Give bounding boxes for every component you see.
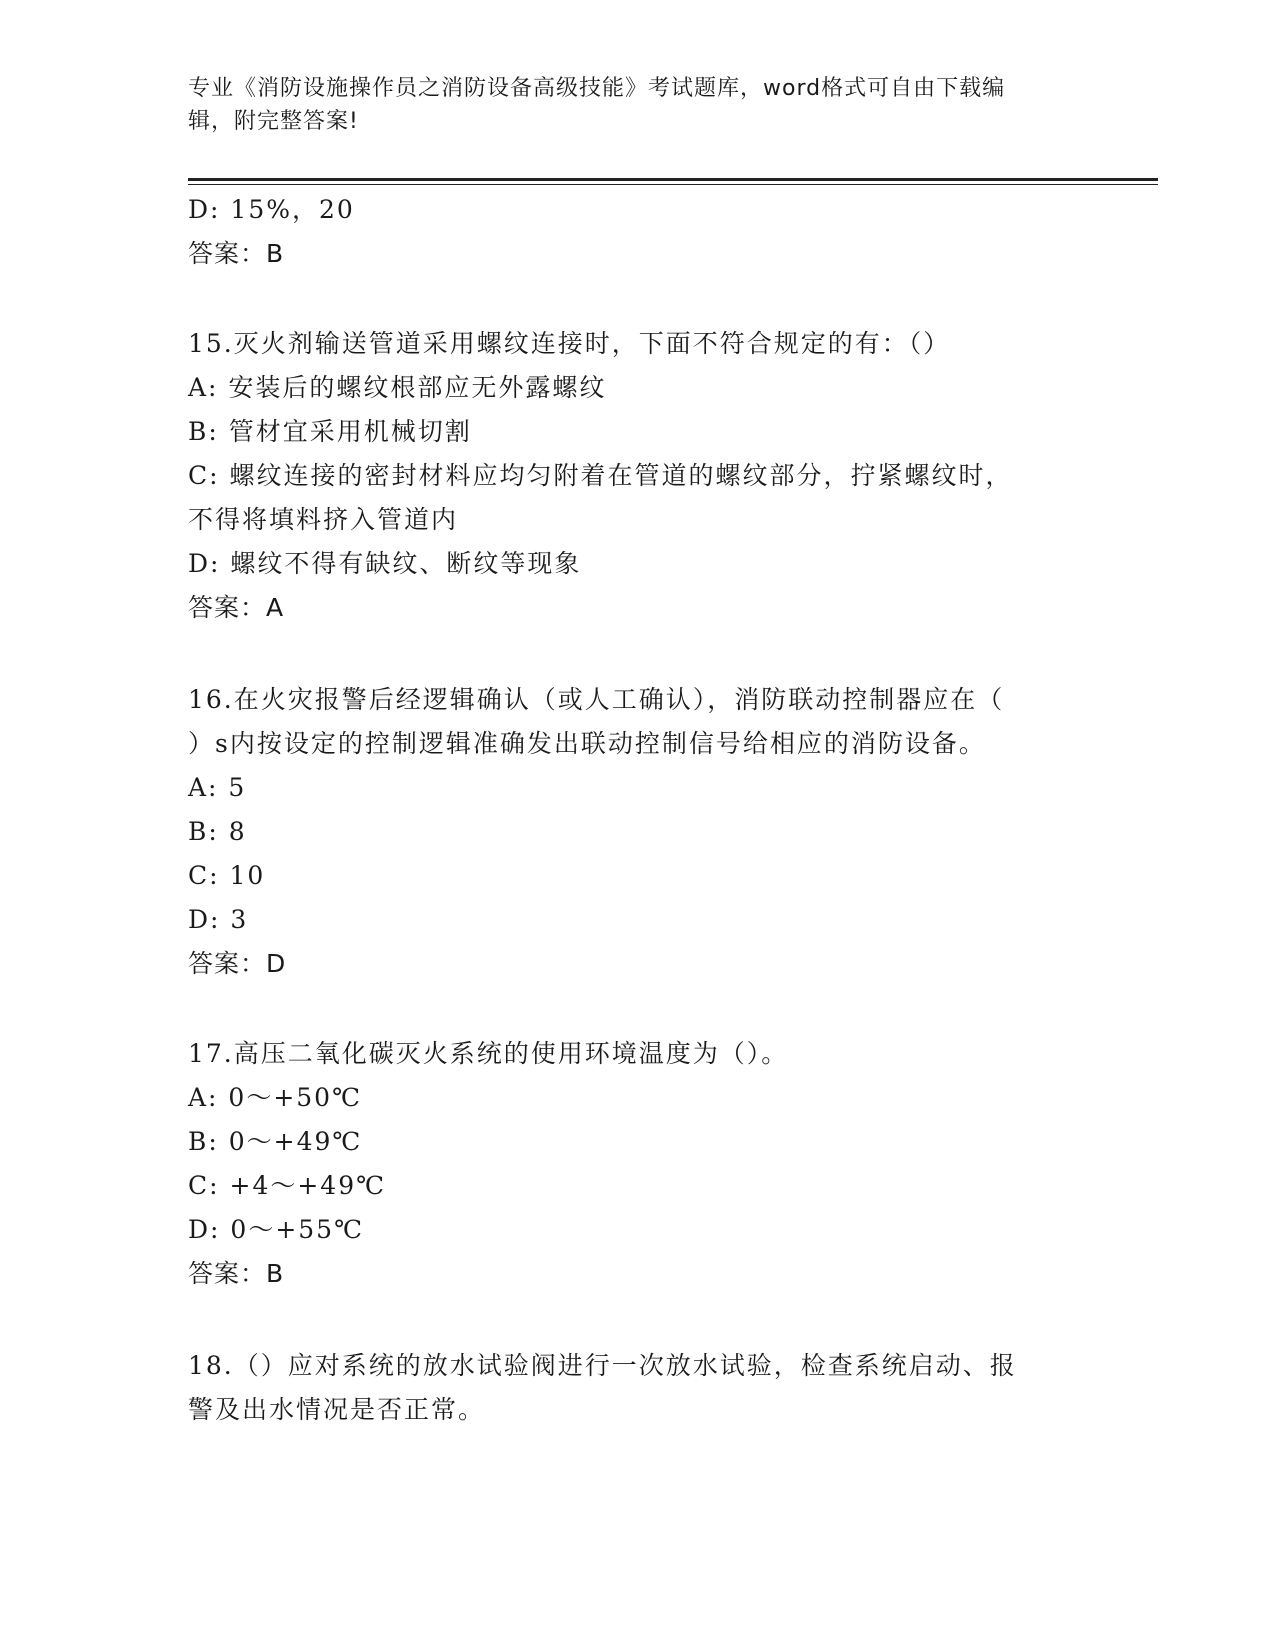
q15-option-c: C: 螺纹连接的密封材料应均匀附着在管道的螺纹部分，拧紧螺纹时， [188,461,1013,490]
q15-option-b: B: 管材宜采用机械切割 [188,417,472,446]
header-divider-thin [188,184,1158,185]
header-line-2: 辑，附完整答案! [188,109,359,134]
question-15: 15.灭火剂输送管道采用螺纹连接时，下面不符合规定的有：（） [188,329,951,358]
option-d: D: 15%，20 [188,195,355,224]
q15-option-a: A: 安装后的螺纹根部应无外露螺纹 [188,373,607,402]
q17-answer: 答案：B [188,1259,285,1288]
q17-option-a: A: 0～+50℃ [188,1083,363,1112]
q15-option-c-continued: 不得将填料挤入管道内 [188,505,459,534]
question-16-continued: ）s内按设定的控制逻辑准确发出联动控制信号给相应的消防设备。 [188,729,986,758]
question-18: 18.（）应对系统的放水试验阀进行一次放水试验，检查系统启动、报 [188,1351,1017,1380]
header-line-1: 专业《消防设施操作员之消防设备高级技能》考试题库，word格式可自由下载编 [188,76,1006,101]
q16-option-c: C: 10 [188,861,266,890]
header-divider-thick [188,178,1158,181]
document-header [188,72,1088,138]
answer-line: 答案：B [188,239,285,268]
q15-option-d: D: 螺纹不得有缺纹、断纹等现象 [188,549,582,578]
q17-option-b: B: 0～+49℃ [188,1127,363,1156]
q16-option-a: A: 5 [188,773,247,802]
q16-option-b: B: 8 [188,817,247,846]
q17-option-c: C: +4～+49℃ [188,1171,387,1200]
q17-option-d: D: 0～+55℃ [188,1215,365,1244]
question-18-continued: 警及出水情况是否正常。 [188,1395,486,1424]
q16-option-d: D: 3 [188,905,249,934]
q16-answer: 答案：D [188,949,287,978]
question-17: 17.高压二氧化碳灭火系统的使用环境温度为（）。 [188,1039,789,1068]
q15-answer: 答案：A [188,593,285,622]
question-16: 16.在火灾报警后经逻辑确认（或人工确认），消防联动控制器应在（ [188,685,1005,714]
